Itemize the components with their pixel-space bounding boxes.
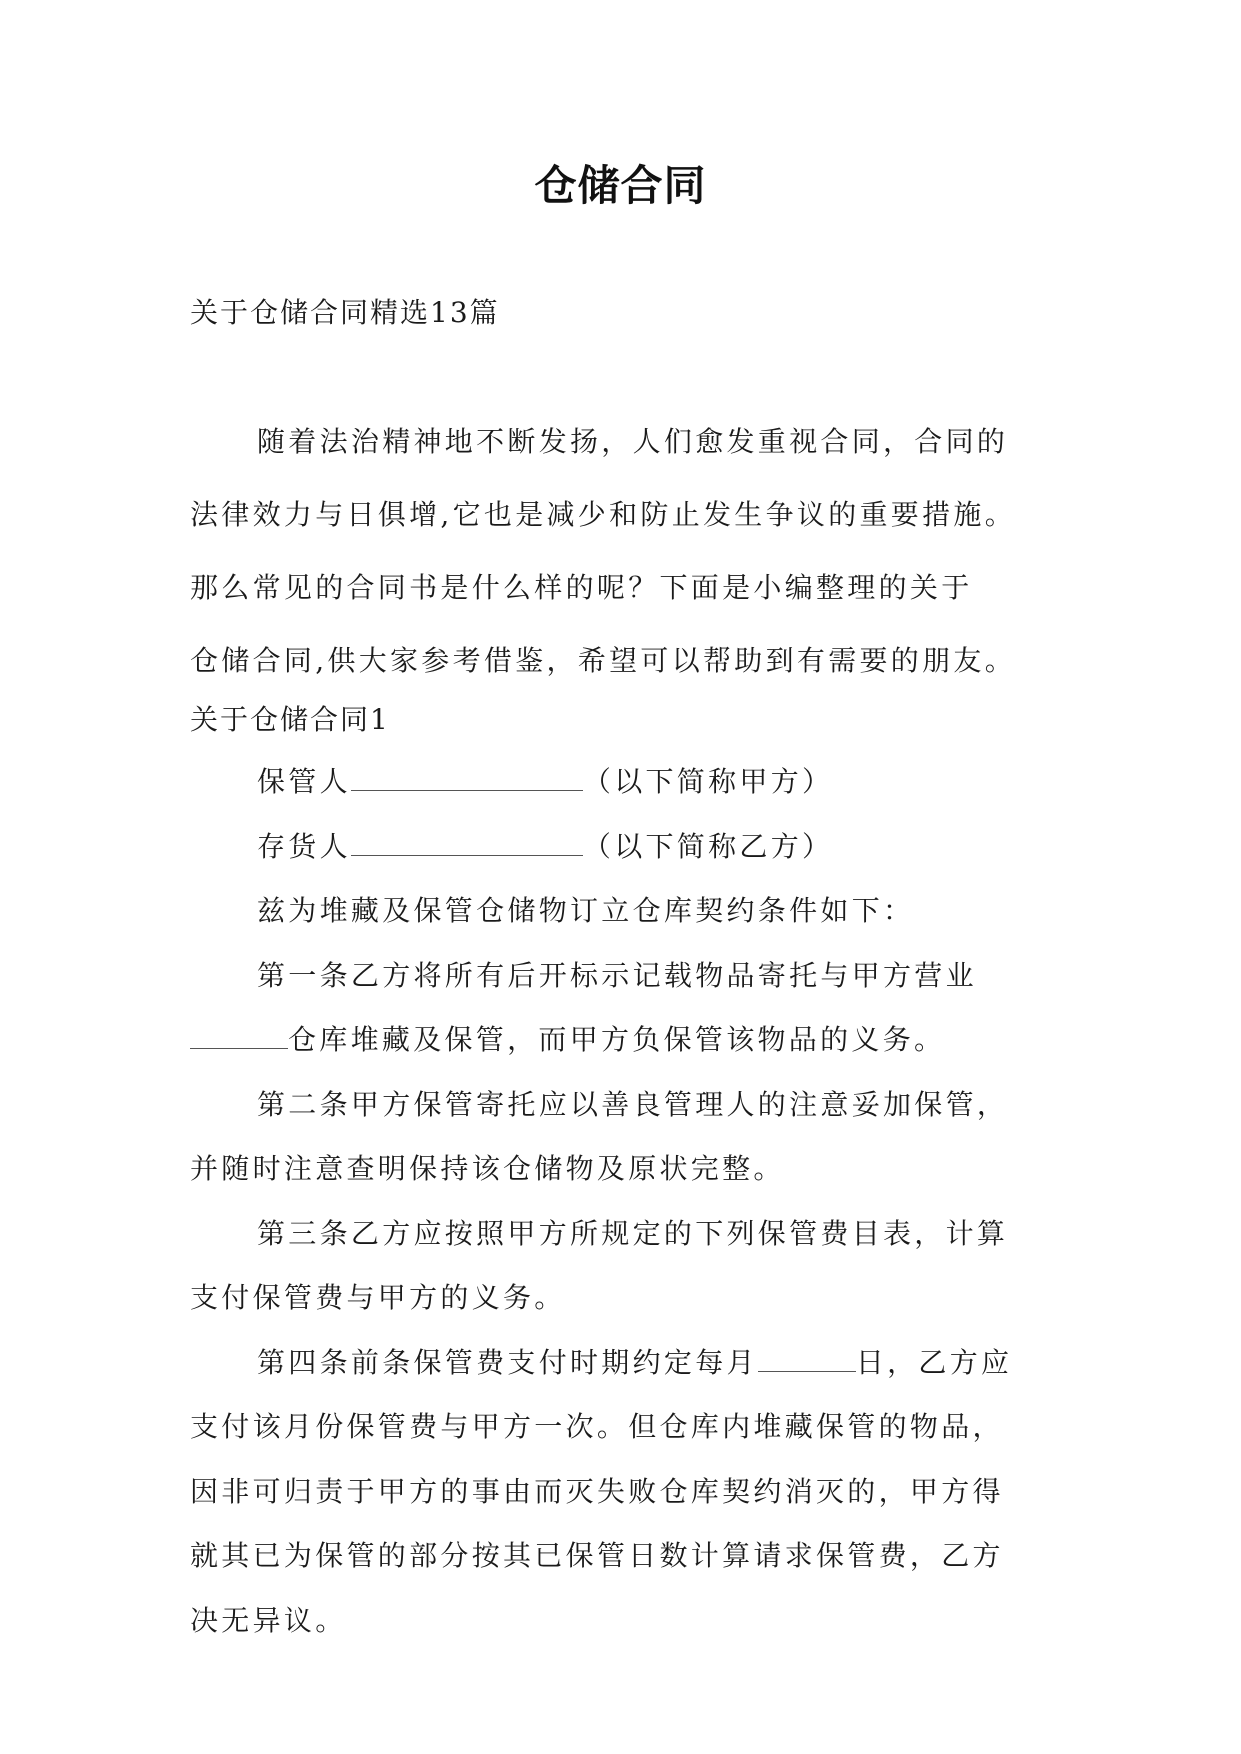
party-a-label: 保管人 (257, 765, 351, 798)
party-a-line (190, 757, 1070, 822)
article-4-line (190, 1338, 1070, 1403)
warehouse-blank (190, 1026, 288, 1049)
document-title: 仓储合同 (534, 161, 707, 210)
article-4-line: 决无异议。 (190, 1603, 347, 1637)
party-b-note: （以下简称乙方） (582, 829, 834, 863)
intro-line: 那么常见的合同书是什么样的呢？下面是小编整理的关于 (190, 571, 973, 604)
article-4-line: 因非可归责于甲方的事由而灭失败仓库契约消灭的，甲方得 (190, 1474, 1004, 1508)
article-4-line: 支付该月份保管费与甲方一次。但仓库内堆藏保管的物品， (190, 1410, 1004, 1443)
article-1-line (190, 1015, 1070, 1080)
intro-line: 随着法治精神地不断发扬，人们愈发重视合同，合同的 (257, 425, 1009, 458)
intro-paragraph (190, 405, 1052, 697)
article-3-line: 第三条乙方应按照甲方所规定的下列保管费目表，计算 (257, 1216, 1009, 1250)
payment-day-blank (758, 1349, 856, 1372)
article-1-text: 仓库堆藏及保管，而甲方负保管该物品的义务。 (288, 1023, 946, 1056)
article-2-line: 并随时注意查明保持该仓储物及原状完整。 (190, 1152, 785, 1185)
article-3-line: 支付保管费与甲方的义务。 (190, 1281, 566, 1314)
party-b-blank (351, 833, 583, 856)
section-heading: 关于仓储合同1 (190, 703, 390, 736)
party-a-note: （以下简称甲方） (582, 765, 834, 798)
party-b-line (190, 822, 1070, 887)
party-b-label: 存货人 (257, 829, 351, 863)
intro-line: 法律效力与日俱增,它也是减少和防止发生争议的重要措施。 (190, 498, 1017, 531)
party-a-blank (351, 768, 583, 791)
article-4-line: 就其已为保管的部分按其已保管日数计算请求保管费，乙方 (190, 1539, 1004, 1572)
article-2-line: 第二条甲方保管寄托应以善良管理人的注意妥加保管， (257, 1087, 1009, 1121)
document-subtitle: 关于仓储合同精选13篇 (190, 296, 500, 329)
contract-body (190, 757, 1070, 1660)
preamble-line: 兹为堆藏及保管仓储物订立仓库契约条件如下： (257, 894, 915, 927)
intro-line: 仓储合同,供大家参考借鉴，希望可以帮助到有需要的朋友。 (190, 644, 1017, 677)
article-4-text: 日，乙方应 (855, 1345, 1013, 1379)
article-1-line: 第一条乙方将所有后开标示记载物品寄托与甲方营业 (257, 958, 977, 992)
article-4-text: 第四条前条保管费支付时期约定每月 (257, 1345, 758, 1379)
